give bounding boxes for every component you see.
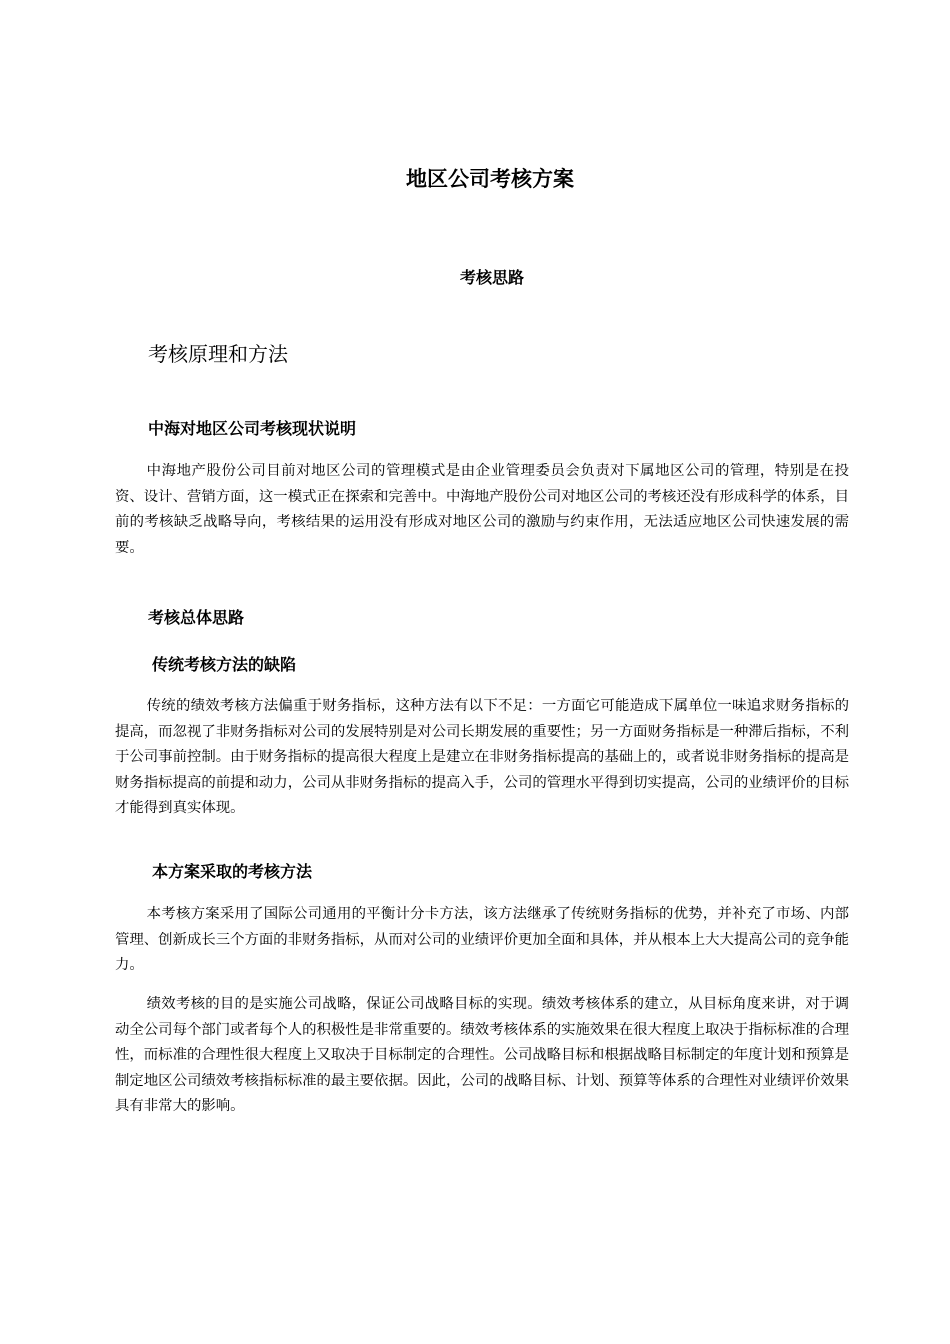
- section-heading-traditional: 传统考核方法的缺陷: [152, 655, 297, 674]
- section-heading-principles: 考核原理和方法: [148, 342, 288, 366]
- paragraph-status: 中海地产股份公司目前对地区公司的管理模式是由企业管理委员会负责对下属地区公司的管理，特别是在投资、设计、营销方面，这一模式正在探索和完善中。中海地产股份公司对地区公司的考核还没有形成科学的体系，目前的考核缺乏战略导向，考核结果的运用没有形成对地区公司的激励与约束作用，无法适应地区公司快速发展的需要。: [115, 463, 849, 556]
- paragraph-adopted-2: 绩效考核的目的是实施公司战略，保证公司战略目标的实现。绩效考核体系的建立，从目标角度来讲，对于调动全公司每个部门或者每个人的积极性是非常重要的。绩效考核体系的实施效果在很大程度上取决于指标标准的合理性，而标准的合理性很大程度上又取决于目标制定的合理性。公司战略目标和根据战略目标制定的年度计划和预算是制定地区公司绩效考核指标标准的最主要依据。因此，公司的战略目标、计划、预算等体系的合理性对业绩评价效果具有非常大的影响。: [115, 996, 849, 1115]
- section-heading-status: 中海对地区公司考核现状说明: [148, 419, 357, 438]
- paragraph-traditional: 传统的绩效考核方法偏重于财务指标，这种方法有以下不足：一方面它可能造成下属单位一味追求财务指标的提高，而忽视了非财务指标对公司的发展特别是对公司长期发展的重要性；另一方面财务指标是一种滞后指标，不利于公司事前控制。由于财务指标的提高很大程度上是建立在非财务指标提高的基础上的，或者说非财务指标的提高是财务指标提高的前提和动力，公司从非财务指标的提高入手，公司的管理水平得到切实提高，公司的业绩评价的目标才能得到真实体现。: [115, 698, 849, 817]
- paragraph-adopted-1: 本考核方案采用了国际公司通用的平衡计分卡方法，该方法继承了传统财务指标的优势，并补充了市场、内部管理、创新成长三个方面的非财务指标，从而对公司的业绩评价更加全面和具体，并从根本上大大提高公司的竞争能力。: [115, 906, 849, 974]
- section-heading-adopted: 本方案采取的考核方法: [152, 862, 313, 881]
- document-title: 地区公司考核方案: [406, 167, 574, 191]
- document-subtitle: 考核思路: [459, 268, 524, 287]
- section-heading-overall: 考核总体思路: [148, 608, 245, 627]
